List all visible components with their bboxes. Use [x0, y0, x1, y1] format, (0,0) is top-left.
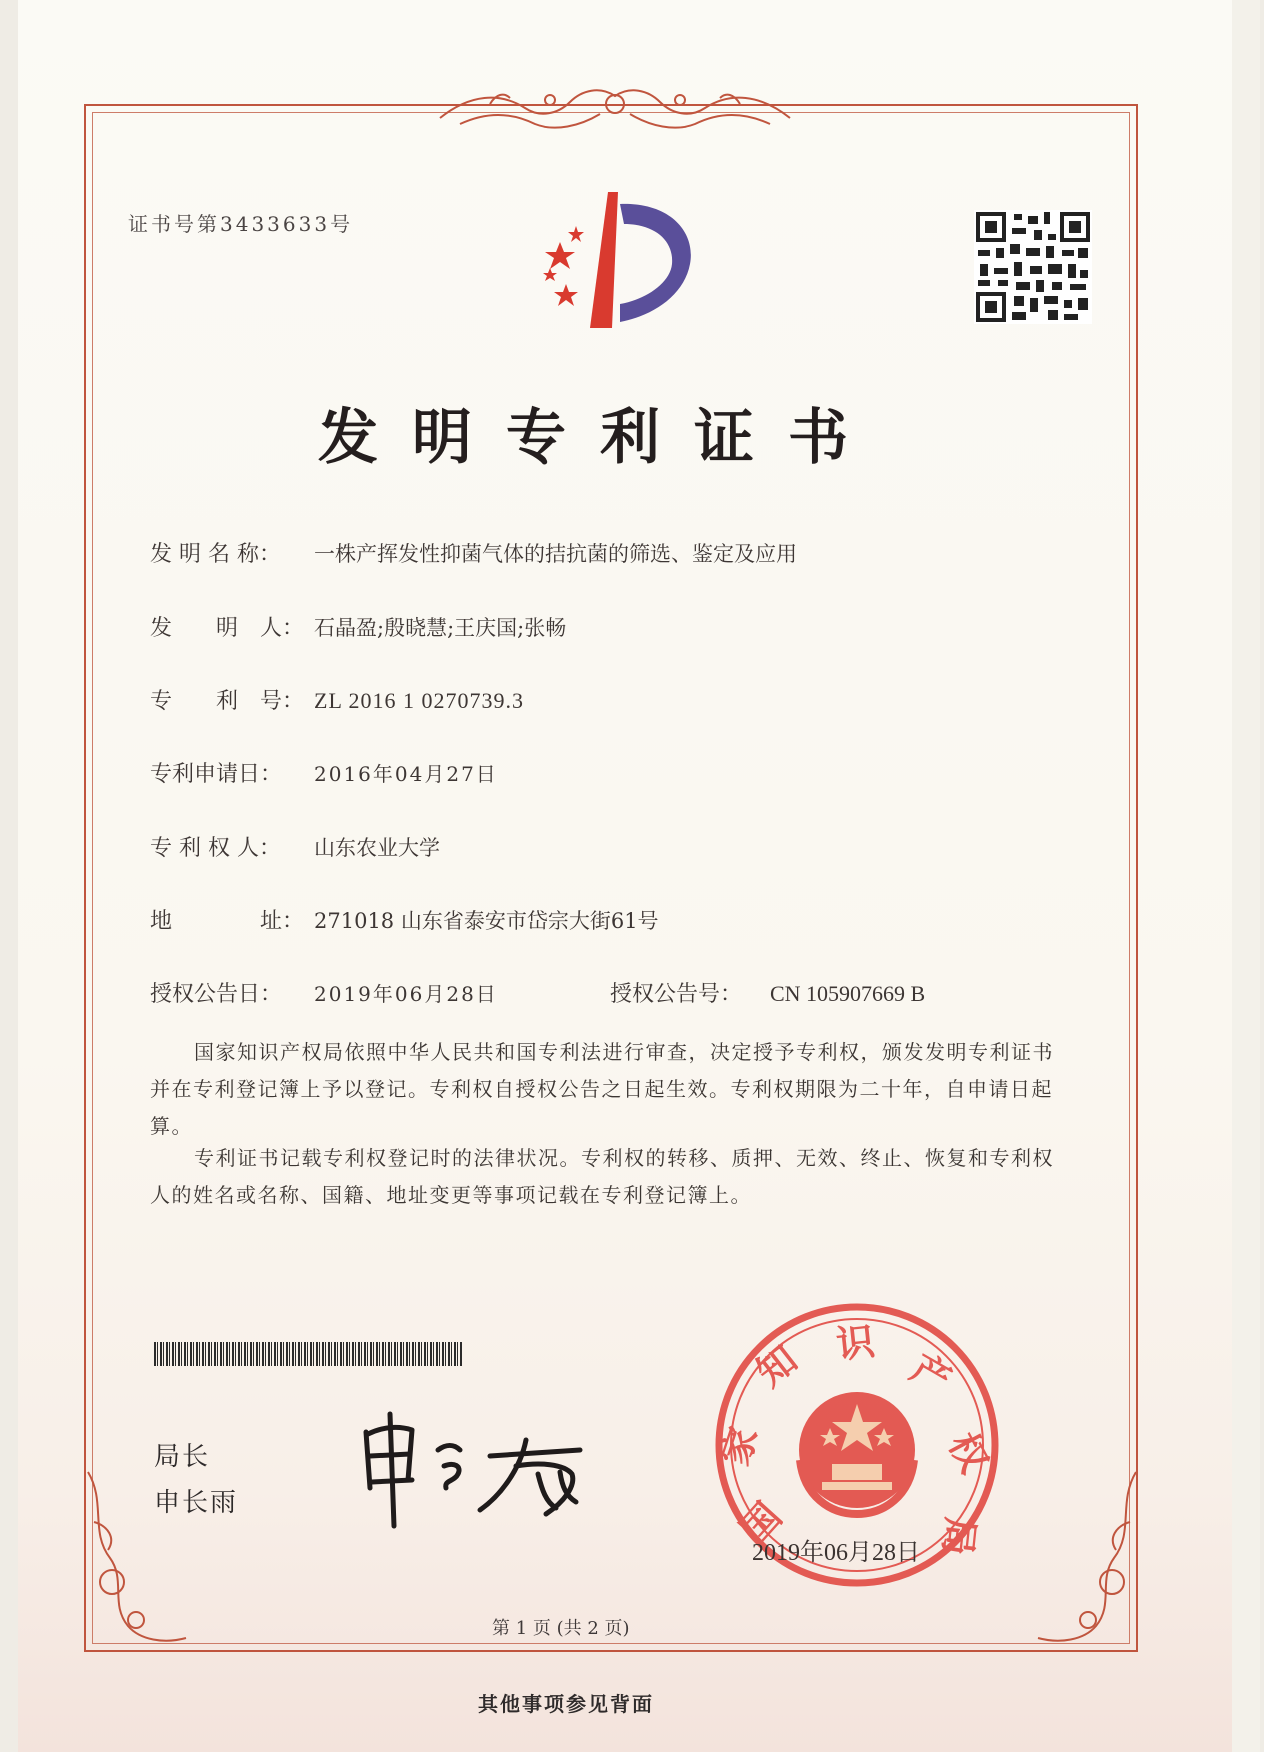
director-title: 局长 — [154, 1442, 211, 1472]
field-grant-number — [610, 978, 925, 1010]
director-name: 申长雨 — [154, 1488, 239, 1518]
patent-office-logo-icon — [520, 192, 710, 340]
body-paragraph-2: 专利证书记载专利权登记时的法律状况。专利权的转移、质押、无效、终止、恢复和专利权人的姓名或名称、国籍、地址变更等事项记载在专利登记簿上。 — [150, 1146, 1054, 1207]
invention-name-value: 一株产挥发性抑菌气体的拮抗菌的筛选、鉴定及应用 — [314, 542, 797, 566]
body-paragraph-1: 国家知识产权局依照中华人民共和国专利法进行审查，决定授予专利权，颁发发明专利证书并在专利登记簿上予以登记。专利权自授权公告之日起生效。专利权期限为二十年，自申请日起算。 — [150, 1040, 1054, 1138]
field-grant-date — [150, 978, 498, 1010]
page-number: 第 1 页 (共 2 页) — [492, 1618, 630, 1639]
patent-number-label: 专 利 号： — [150, 689, 305, 714]
svg-text:知: 知 — [748, 1337, 806, 1396]
svg-text:家: 家 — [712, 1421, 767, 1471]
svg-text:局: 局 — [935, 1515, 983, 1558]
field-address — [150, 905, 659, 937]
certificate-number: 证书号第3433633号 — [128, 212, 354, 236]
grant-number-label: 授权公告号： — [610, 982, 743, 1007]
qr-code-icon — [974, 210, 1092, 324]
bottom-right-ornament-icon — [1028, 1462, 1148, 1652]
patent-number-value: ZL 2016 1 0270739.3 — [314, 688, 525, 713]
patentee-value: 山东农业大学 — [314, 836, 440, 860]
inventors-value: 石晶盈;殷晓慧;王庆国;张畅 — [314, 616, 567, 640]
field-patentee — [150, 832, 440, 864]
svg-text:国: 国 — [731, 1494, 791, 1553]
top-ornament-icon — [430, 74, 800, 140]
field-filing-date — [150, 758, 498, 790]
svg-text:识: 识 — [834, 1319, 877, 1367]
grant-date-label: 授权公告日： — [150, 982, 283, 1007]
barcode-icon — [154, 1342, 462, 1366]
field-patent-number — [150, 685, 524, 717]
grant-number-value: CN 105907669 B — [770, 981, 926, 1006]
field-inventors — [150, 612, 566, 644]
svg-text:权: 权 — [940, 1425, 997, 1480]
svg-text:产: 产 — [903, 1345, 959, 1403]
filing-date-label: 专利申请日： — [150, 762, 283, 787]
scan-edge — [1232, 0, 1260, 1752]
inventors-label: 发 明 人： — [150, 616, 305, 641]
field-invention-name — [150, 538, 797, 570]
seal-date: 2019年06月28日 — [752, 1540, 920, 1566]
address-value: 271018 山东省泰安市岱宗大街61号 — [314, 909, 659, 933]
address-label: 地 址： — [150, 909, 305, 934]
invention-name-label: 发 明 名 称： — [150, 542, 281, 567]
patentee-label: 专 利 权 人： — [150, 836, 281, 861]
footer-note: 其他事项参见背面 — [478, 1692, 654, 1716]
signature-icon — [350, 1410, 610, 1530]
grant-date-value: 2019年06月28日 — [314, 982, 498, 1006]
filing-date-value: 2016年04月27日 — [314, 762, 498, 786]
certificate-title: 发明专利证书 — [318, 403, 882, 473]
